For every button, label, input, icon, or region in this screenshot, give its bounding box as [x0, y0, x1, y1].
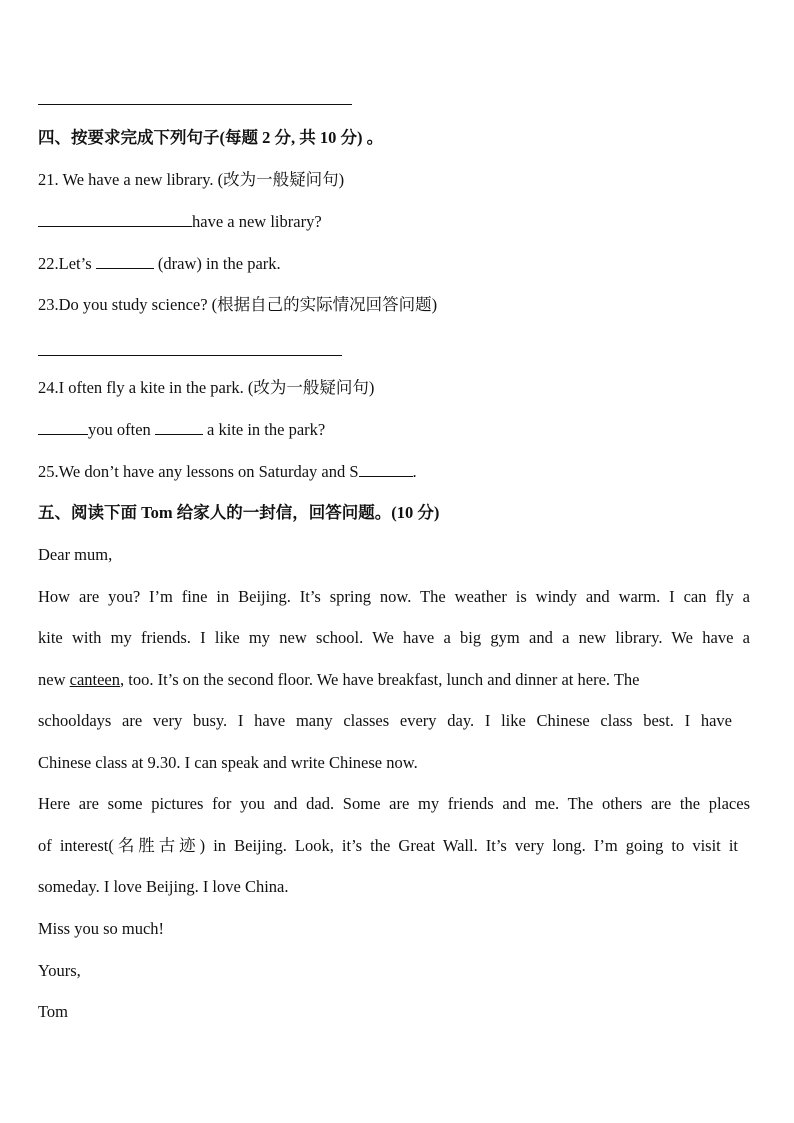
answer-24-blank-1[interactable]: [38, 420, 88, 435]
letter-p1-line1: How are you? I’m fine in Beijing. It’s spring now. The weather is windy and warm. I can fly a: [38, 587, 750, 606]
question-22-suffix: (draw) in the park.: [153, 254, 281, 273]
question-25-suffix: .: [412, 462, 417, 481]
answer-24-mid: you often: [88, 420, 155, 439]
answer-24-blank-2[interactable]: [155, 420, 203, 435]
section4-title: 四、按要求完成下列句子(每题 2 分, 共 10 分) 。: [38, 128, 384, 147]
answer-21-line: [38, 212, 322, 232]
letter-p1-line4: schooldays are very busy. I have many classes every day. I like Chinese class best. I have: [38, 711, 732, 730]
question-21: 21. We have a new library. (改为一般疑问句): [38, 170, 345, 189]
question-24: 24.I often fly a kite in the park. (改为一般疑问句): [38, 378, 375, 397]
answer-21-blank[interactable]: [38, 212, 192, 227]
letter-p1-line3-end: , too. It’s on the second floor. We have breakfast, lunch and dinner at here. The: [120, 670, 640, 689]
answer-24-suffix: a kite in the park?: [202, 420, 326, 439]
letter-p2-line2: of interest(名胜古迹) in Beijing. Look, it’s the Great Wall. It’s very long. I’m going to visit it: [38, 836, 738, 855]
letter-p1-line5: Chinese class at 9.30. I can speak and write Chinese now.: [38, 753, 418, 772]
answer-24-line: [38, 420, 325, 440]
letter-p1-line2: kite with my friends. I like my new school. We have a big gym and a new library. We have a: [38, 628, 750, 647]
answer-23-line[interactable]: [38, 355, 342, 356]
letter-signature: Tom: [38, 1002, 69, 1021]
letter-p2-line3: someday. I love Beijing. I love China.: [38, 877, 289, 896]
letter-greeting: Dear mum,: [38, 545, 113, 564]
question-25-prefix: 25.We don’t have any lessons on Saturday and S: [38, 462, 359, 481]
answer-line-top: [38, 104, 352, 105]
question-22: [38, 254, 281, 274]
answer-21-suffix: have a new library?: [192, 212, 322, 231]
letter-p1-line3: [38, 670, 722, 690]
underlined-word-canteen: canteen: [69, 670, 121, 689]
letter-p2-line1: Here are some pictures for you and dad. Some are my friends and me. The others are the places: [38, 794, 750, 813]
question-23: 23.Do you study science? (根据自己的实际情况回答问题): [38, 295, 438, 314]
question-25-blank[interactable]: [359, 462, 413, 477]
letter-p1-line3-start: new: [38, 670, 70, 689]
letter-closing: Yours,: [38, 961, 81, 980]
section5-title: 五、阅读下面 Tom 给家人的一封信，回答问题。(10 分): [38, 503, 440, 522]
question-22-prefix: 22.Let’s: [38, 254, 96, 273]
question-25: [38, 462, 417, 482]
letter-miss: Miss you so much!: [38, 919, 165, 938]
question-22-blank[interactable]: [96, 254, 154, 269]
